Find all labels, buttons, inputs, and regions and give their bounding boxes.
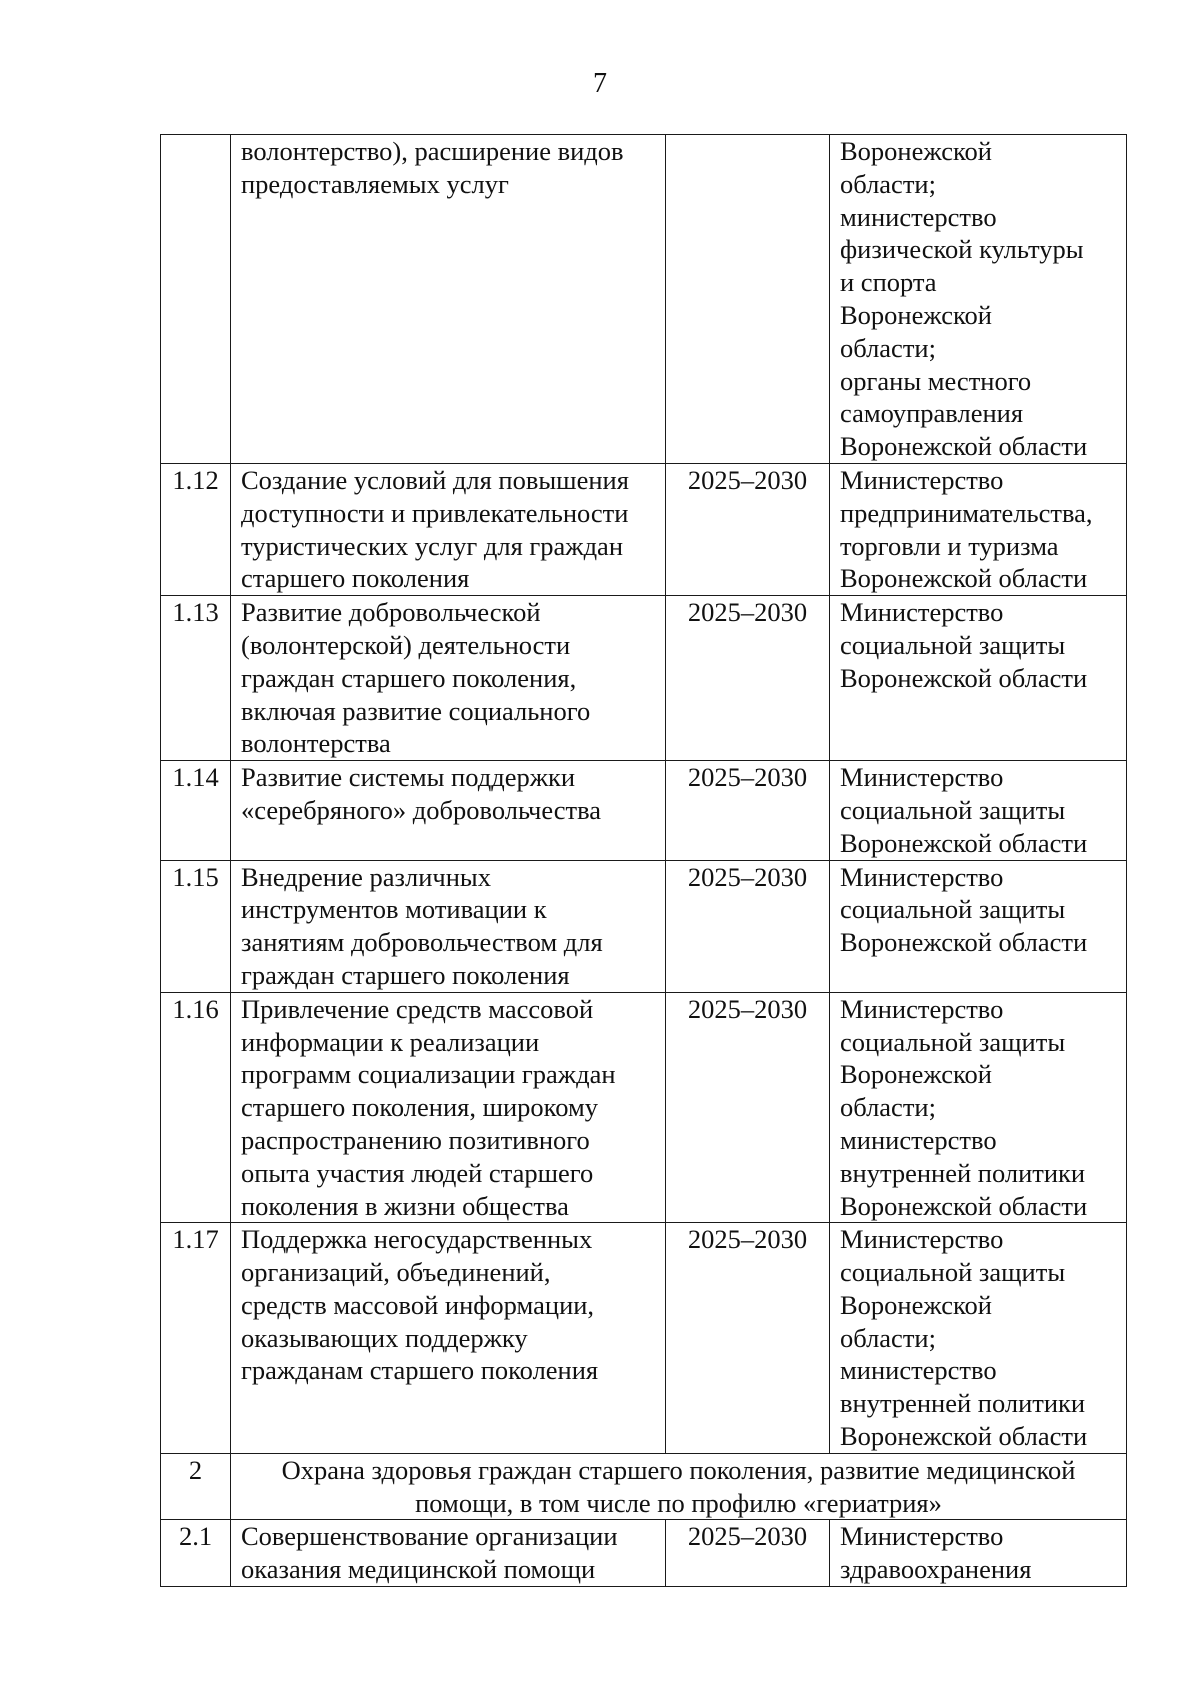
- responsible-cell-line: внутренней политики: [840, 1388, 1086, 1419]
- responsible-cell-line: Воронежской: [840, 136, 992, 166]
- period-cell: 2025–2030: [666, 1223, 830, 1454]
- responsible-cell-line: Министерство: [840, 597, 1004, 628]
- activity-cell-line: оказания медицинской помощи: [241, 1554, 596, 1585]
- table-row: [161, 1520, 1127, 1587]
- responsible-cell-line: Воронежской области: [840, 1190, 1088, 1221]
- period-cell: 2025–2030: [666, 463, 830, 595]
- activity-cell-line: занятиям добровольчеством для: [241, 927, 603, 958]
- activity-cell-line: программ социализации граждан: [241, 1059, 616, 1090]
- responsible-cell-line: области;: [840, 1092, 936, 1123]
- responsible-cell-line: Воронежской области: [840, 563, 1088, 594]
- activity-cell-line: граждан старшего поколения,: [241, 662, 577, 693]
- responsible-cell-line: Воронежской области: [840, 662, 1088, 693]
- activity-cell-line: Развитие добровольческой: [241, 597, 541, 628]
- period-cell: 2025–2030: [666, 596, 830, 761]
- responsible-cell-line: министерство: [840, 1355, 997, 1386]
- section-title-line: помощи, в том числе по профилю «гериатрия»: [415, 1487, 942, 1518]
- table-row: [161, 1223, 1127, 1454]
- responsible-cell-line: министерство: [840, 1124, 997, 1155]
- responsible-cell: [830, 1520, 1127, 1587]
- table-row: [161, 463, 1127, 595]
- item-number: 1.13: [161, 596, 231, 761]
- responsible-cell-line: торговли и туризма: [840, 530, 1059, 561]
- table-row: [161, 860, 1127, 992]
- responsible-cell-line: социальной защиты: [840, 1026, 1066, 1057]
- activity-cell-line: инструментов мотивации к: [241, 894, 547, 925]
- period-cell: 2025–2030: [666, 860, 830, 992]
- responsible-cell-line: Воронежской области: [840, 927, 1088, 958]
- table-row: [161, 135, 1127, 464]
- activity-cell-line: организаций, объединений,: [241, 1257, 551, 1288]
- activity-cell: [231, 761, 666, 860]
- activity-cell-line: Развитие системы поддержки: [241, 762, 576, 793]
- period-cell: 2025–2030: [666, 992, 830, 1223]
- period-cell: [666, 135, 830, 464]
- activity-cell-line: старшего поколения: [241, 563, 470, 594]
- item-number: 1.14: [161, 761, 231, 860]
- activity-cell-line: (волонтерской) деятельности: [241, 629, 571, 660]
- activity-cell: [231, 135, 666, 464]
- activity-cell: [231, 1520, 666, 1587]
- activity-cell-line: опыта участия людей старшего: [241, 1157, 594, 1188]
- responsible-cell-line: социальной защиты: [840, 1257, 1066, 1288]
- activity-cell-line: распространению позитивного: [241, 1124, 590, 1155]
- section-number: 2: [161, 1453, 231, 1520]
- responsible-cell-line: физической культуры: [840, 234, 1084, 265]
- item-number: 1.15: [161, 860, 231, 992]
- responsible-cell: [830, 860, 1127, 992]
- section-title-line: Охрана здоровья граждан старшего поколения, развитие медицинской: [281, 1454, 1076, 1485]
- item-number: [161, 135, 231, 464]
- responsible-cell-line: социальной защиты: [840, 629, 1066, 660]
- activity-cell-line: старшего поколения, широкому: [241, 1092, 598, 1123]
- responsible-cell-line: и спорта: [840, 267, 937, 298]
- activity-cell-line: волонтерство), расширение видов: [241, 136, 624, 166]
- responsible-cell-line: предпринимательства,: [840, 497, 1093, 528]
- activity-cell-line: граждан старшего поколения: [241, 959, 570, 990]
- responsible-cell: [830, 992, 1127, 1223]
- item-number: 1.16: [161, 992, 231, 1223]
- item-number: 1.17: [161, 1223, 231, 1454]
- section-title: [231, 1453, 1127, 1520]
- responsible-cell-line: министерство: [840, 201, 997, 232]
- table-row: [161, 992, 1127, 1223]
- responsible-cell-line: Воронежской области: [840, 827, 1088, 858]
- table-row: [161, 596, 1127, 761]
- activity-cell-line: гражданам старшего поколения: [241, 1355, 599, 1386]
- item-number: 2.1: [161, 1520, 231, 1587]
- responsible-cell-line: области;: [840, 332, 936, 363]
- measures-table: [160, 134, 1127, 1587]
- activity-cell-line: включая развитие социального: [241, 695, 591, 726]
- activity-cell-line: оказывающих поддержку: [241, 1322, 528, 1353]
- responsible-cell-line: Министерство: [840, 464, 1004, 495]
- activity-cell: [231, 463, 666, 595]
- responsible-cell-line: самоуправления: [840, 398, 1024, 429]
- responsible-cell: [830, 135, 1127, 464]
- activity-cell-line: туристических услуг для граждан: [241, 530, 623, 561]
- period-cell: 2025–2030: [666, 761, 830, 860]
- activity-cell-line: Внедрение различных: [241, 861, 491, 892]
- responsible-cell-line: Воронежской области: [840, 431, 1088, 462]
- responsible-cell-line: Воронежской: [840, 1059, 992, 1090]
- responsible-cell-line: Министерство: [840, 861, 1004, 892]
- responsible-cell-line: внутренней политики: [840, 1157, 1086, 1188]
- responsible-cell: [830, 1223, 1127, 1454]
- activity-cell: [231, 992, 666, 1223]
- responsible-cell: [830, 596, 1127, 761]
- section-row: [161, 1453, 1127, 1520]
- activity-cell: [231, 860, 666, 992]
- activity-cell-line: доступности и привлекательности: [241, 497, 629, 528]
- responsible-cell: [830, 463, 1127, 595]
- table-row: [161, 761, 1127, 860]
- activity-cell-line: поколения в жизни общества: [241, 1190, 569, 1221]
- responsible-cell-line: Воронежской: [840, 299, 992, 330]
- activity-cell-line: предоставляемых услуг: [241, 168, 509, 199]
- responsible-cell-line: Воронежской области: [840, 1421, 1088, 1452]
- item-number: 1.12: [161, 463, 231, 595]
- period-cell: 2025–2030: [666, 1520, 830, 1587]
- activity-cell-line: информации к реализации: [241, 1026, 540, 1057]
- responsible-cell-line: Министерство: [840, 762, 1004, 793]
- responsible-cell-line: Министерство: [840, 1521, 1004, 1552]
- responsible-cell-line: социальной защиты: [840, 894, 1066, 925]
- page-number: 7: [593, 68, 607, 99]
- responsible-cell-line: области;: [840, 1322, 936, 1353]
- activity-cell-line: «серебряного» добровольчества: [241, 794, 602, 825]
- responsible-cell-line: Министерство: [840, 993, 1004, 1024]
- activity-cell-line: Совершенствование организации: [241, 1521, 618, 1552]
- activity-cell-line: средств массовой информации,: [241, 1289, 595, 1320]
- responsible-cell-line: здравоохранения: [840, 1554, 1032, 1585]
- activity-cell-line: Привлечение средств массовой: [241, 993, 594, 1024]
- activity-cell-line: Создание условий для повышения: [241, 464, 629, 495]
- responsible-cell-line: области;: [840, 168, 936, 199]
- activity-cell: [231, 596, 666, 761]
- responsible-cell-line: социальной защиты: [840, 794, 1066, 825]
- responsible-cell-line: органы местного: [840, 365, 1032, 396]
- activity-cell-line: Поддержка негосударственных: [241, 1224, 593, 1255]
- responsible-cell-line: Министерство: [840, 1224, 1004, 1255]
- activity-cell-line: волонтерства: [241, 728, 391, 759]
- responsible-cell: [830, 761, 1127, 860]
- responsible-cell-line: Воронежской: [840, 1289, 992, 1320]
- activity-cell: [231, 1223, 666, 1454]
